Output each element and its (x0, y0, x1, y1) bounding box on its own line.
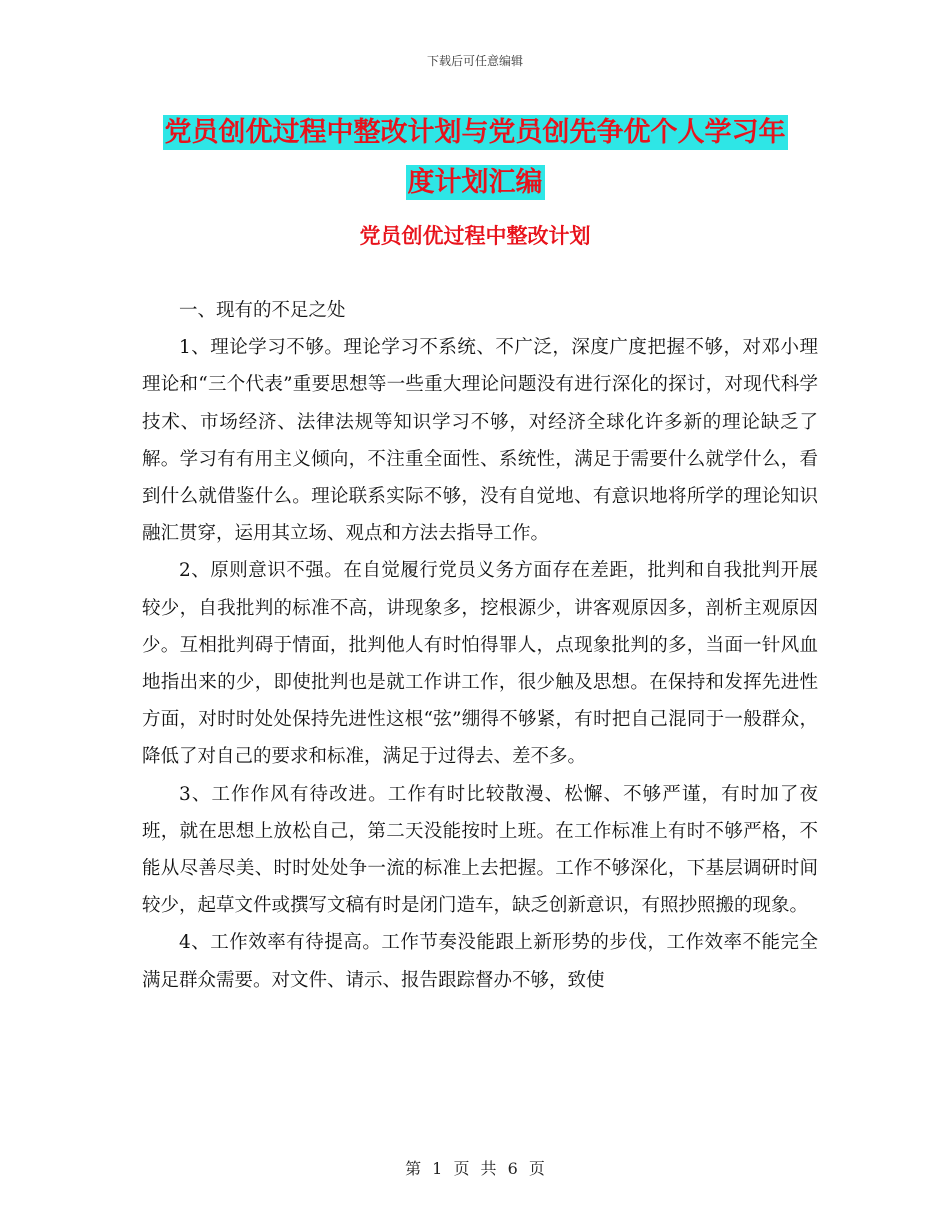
paragraph-1-theory-study: 1、理论学习不够。理论学习不系统、不广泛，深度广度把握不够，对邓小理理论和“三个代表”重要思想等一些重大理论问题没有进行深化的探讨，对现代科学技术、市场经济、法律法规等知识学习不够，对经济全球化许多新的理论缺乏了解。学习有有用主义倾向，不注重全面性、系统性，满足于需要什么就学什么，看到什么就借鉴什么。理论联系实际不够，没有自觉地、有意识地将所学的理论知识融汇贯穿，运用其立场、观点和方法去指导工作。 (142, 337, 818, 545)
section-title: 党员创优过程中整改计划 (359, 224, 591, 248)
document-title-line-1: 党员创优过程中整改计划与党员创先争优个人学习年 (164, 117, 786, 148)
document-body (142, 292, 818, 999)
document-title (0, 108, 950, 208)
paragraph-2-principle-awareness: 2、原则意识不强。在自觉履行党员义务方面存在差距，批判和自我批判开展较少，自我批判的标准不高，讲现象多，挖根源少，讲客观原因多，剖析主观原因少。互相批判碍于情面，批判他人有时怕得罪人，点现象批判的多，当面一针风血地指出来的少，即使批判也是就工作讲工作，很少触及思想。在保持和发挥先进性方面，对时时处处保持先进性这根“弦”绷得不够紧，有时把自己混同于一般群众，降低了对自己的要求和标准，满足于过得去、差不多。 (142, 560, 818, 768)
paragraph-3-work-style: 3、工作作风有待改进。工作有时比较散漫、松懈、不够严谨，有时加了夜班，就在思想上放松自己，第二天没能按时上班。在工作标准上有时不够严格，不能从尽善尽美、时时处处争一流的标准上去把握。工作不够深化，下基层调研时间较少，起草文件或撰写文稿有时是闭门造车，缺乏创新意识，有照抄照搬的现象。 (142, 783, 818, 917)
page-footer: 第 1 页 共 6 页 (405, 1159, 545, 1178)
paragraph-heading-shortcomings: 一、现有的不足之处 (179, 300, 346, 321)
document-title-line-2: 度计划汇编 (407, 167, 543, 198)
header-note: 下载后可任意编辑 (426, 54, 523, 68)
paragraph-4-work-efficiency: 4、工作效率有待提高。工作节奏没能跟上新形势的步伐，工作效率不能完全满足群众需要。对文件、请示、报告跟踪督办不够，致使 (142, 932, 818, 991)
